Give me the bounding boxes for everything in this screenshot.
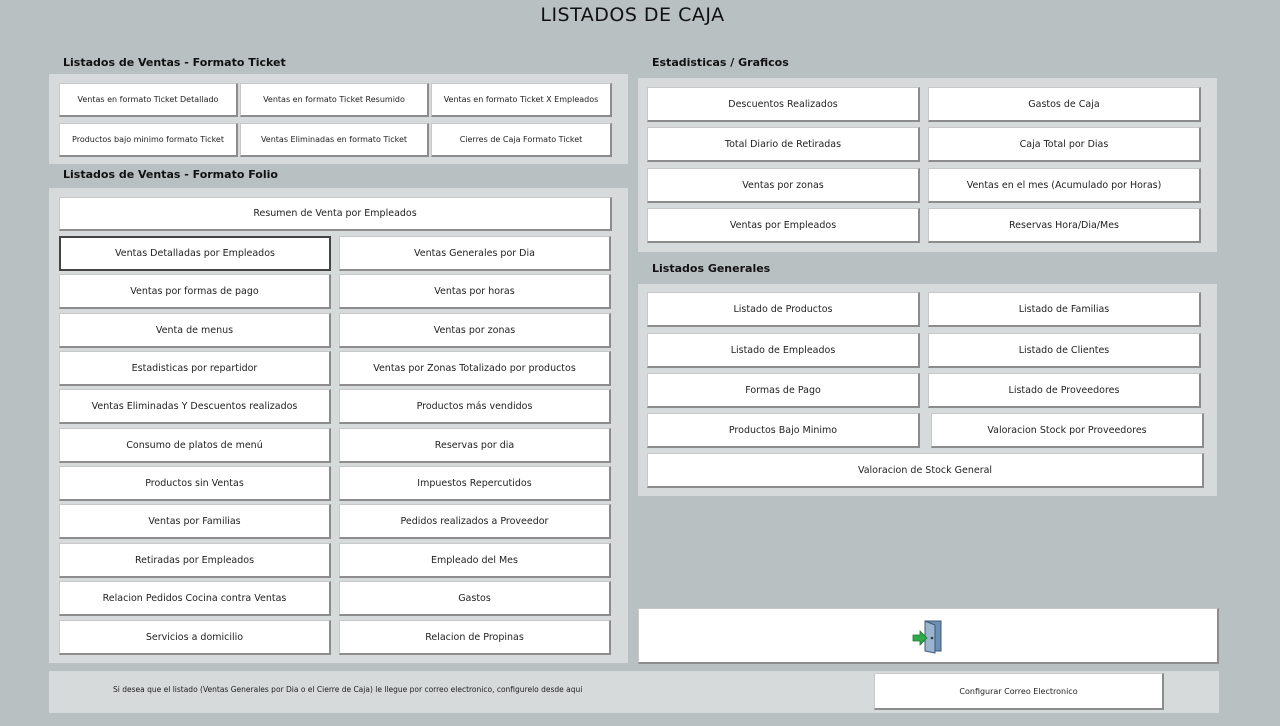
servicios-a-domicilio-button[interactable]: Servicios a domicilio (59, 620, 331, 655)
resumen-venta-empleados-button[interactable]: Resumen de Venta por Empleados (59, 197, 612, 231)
folio-section-heading: Listados de Ventas - Formato Folio (63, 168, 278, 181)
general-section-heading: Listados Generales (652, 262, 771, 275)
retiradas-por-empleados-button[interactable]: Retiradas por Empleados (59, 543, 331, 578)
ventas-por-zonas-button[interactable]: Ventas por zonas (339, 313, 611, 348)
formas-de-pago-button[interactable]: Formas de Pago (647, 373, 920, 408)
listado-de-productos-button[interactable]: Listado de Productos (647, 292, 920, 327)
valoracion-stock-general-button[interactable]: Valoracion de Stock General (647, 453, 1204, 488)
listado-de-empleados-button[interactable]: Listado de Empleados (647, 333, 920, 368)
venta-de-menus-button[interactable]: Venta de menus (59, 313, 331, 348)
ventas-por-empleados-button[interactable]: Ventas por Empleados (647, 208, 920, 243)
caja-total-por-dias-button[interactable]: Caja Total por Dias (928, 127, 1201, 162)
reservas-por-dia-button[interactable]: Reservas por dia (339, 428, 611, 463)
listado-de-clientes-button[interactable]: Listado de Clientes (928, 333, 1201, 368)
reservas-hora-dia-mes-button[interactable]: Reservas Hora/Dia/Mes (928, 208, 1201, 243)
ventas-generales-por-dia-button[interactable]: Ventas Generales por Dia (339, 236, 611, 271)
estadisticas-por-repartidor-button[interactable]: Estadisticas por repartidor (59, 351, 331, 386)
ticket-detallado-button[interactable]: Ventas en formato Ticket Detallado (59, 83, 238, 117)
ticket-resumido-button[interactable]: Ventas en formato Ticket Resumido (240, 83, 429, 117)
relacion-pedidos-cocina-contra-ventas-button[interactable]: Relacion Pedidos Cocina contra Ventas (59, 581, 331, 616)
gastos-button[interactable]: Gastos (339, 581, 611, 616)
exit-button[interactable] (638, 608, 1219, 664)
productos-mas-vendidos-button[interactable]: Productos más vendidos (339, 389, 611, 424)
listado-de-familias-button[interactable]: Listado de Familias (928, 292, 1201, 327)
consumo-de-platos-de-menu-button[interactable]: Consumo de platos de menú (59, 428, 331, 463)
pedidos-realizados-a-proveedor-button[interactable]: Pedidos realizados a Proveedor (339, 504, 611, 539)
ventas-por-familias-button[interactable]: Ventas por Familias (59, 504, 331, 539)
ticket-section-heading: Listados de Ventas - Formato Ticket (63, 56, 286, 69)
window-title: LISTADOS DE CAJA (540, 4, 725, 26)
total-diario-de-retiradas-button[interactable]: Total Diario de Retiradas (647, 127, 920, 162)
ventas-eliminadas-y-descuentos-realizados-button[interactable]: Ventas Eliminadas Y Descuentos realizados (59, 389, 331, 424)
relacion-de-propinas-button[interactable]: Relacion de Propinas (339, 620, 611, 655)
productos-sin-ventas-button[interactable]: Productos sin Ventas (59, 466, 331, 501)
configure-email-button[interactable]: Configurar Correo Electronico (874, 673, 1164, 710)
ventas-por-zonas-totalizado-por-productos-button[interactable]: Ventas por Zonas Totalizado por productos (339, 351, 611, 386)
descuentos-realizados-button[interactable]: Descuentos Realizados (647, 87, 920, 122)
email-hint-text: Si desea que el listado (Ventas Generales por Dia o el Cierre de Caja) le llegue por correo electronico, configurelo desde aqui (113, 685, 583, 694)
ventas-en-el-mes-acumulado-por-horas-button[interactable]: Ventas en el mes (Acumulado por Horas) (928, 168, 1201, 203)
exit-door-icon (911, 618, 945, 654)
ticket-bajo-minimo-button[interactable]: Productos bajo minimo formato Ticket (59, 123, 238, 157)
ventas-por-formas-de-pago-button[interactable]: Ventas por formas de pago (59, 274, 331, 309)
gastos-de-caja-button[interactable]: Gastos de Caja (928, 87, 1201, 122)
valoracion-stock-por-proveedores-button[interactable]: Valoracion Stock por Proveedores (931, 413, 1204, 448)
ticket-eliminadas-button[interactable]: Ventas Eliminadas en formato Ticket (240, 123, 429, 157)
impuestos-repercutidos-button[interactable]: Impuestos Repercutidos (339, 466, 611, 501)
empleado-del-mes-button[interactable]: Empleado del Mes (339, 543, 611, 578)
ventas-por-zonas-button[interactable]: Ventas por zonas (647, 168, 920, 203)
ventas-detalladas-por-empleados-button[interactable]: Ventas Detalladas por Empleados (59, 236, 331, 271)
productos-bajo-minimo-button[interactable]: Productos Bajo Minimo (647, 413, 920, 448)
ventas-por-horas-button[interactable]: Ventas por horas (339, 274, 611, 309)
stats-section-heading: Estadisticas / Graficos (652, 56, 789, 69)
listado-de-proveedores-button[interactable]: Listado de Proveedores (928, 373, 1201, 408)
ticket-cierres-button[interactable]: Cierres de Caja Formato Ticket (431, 123, 612, 157)
ticket-empleados-button[interactable]: Ventas en formato Ticket X Empleados (431, 83, 612, 117)
